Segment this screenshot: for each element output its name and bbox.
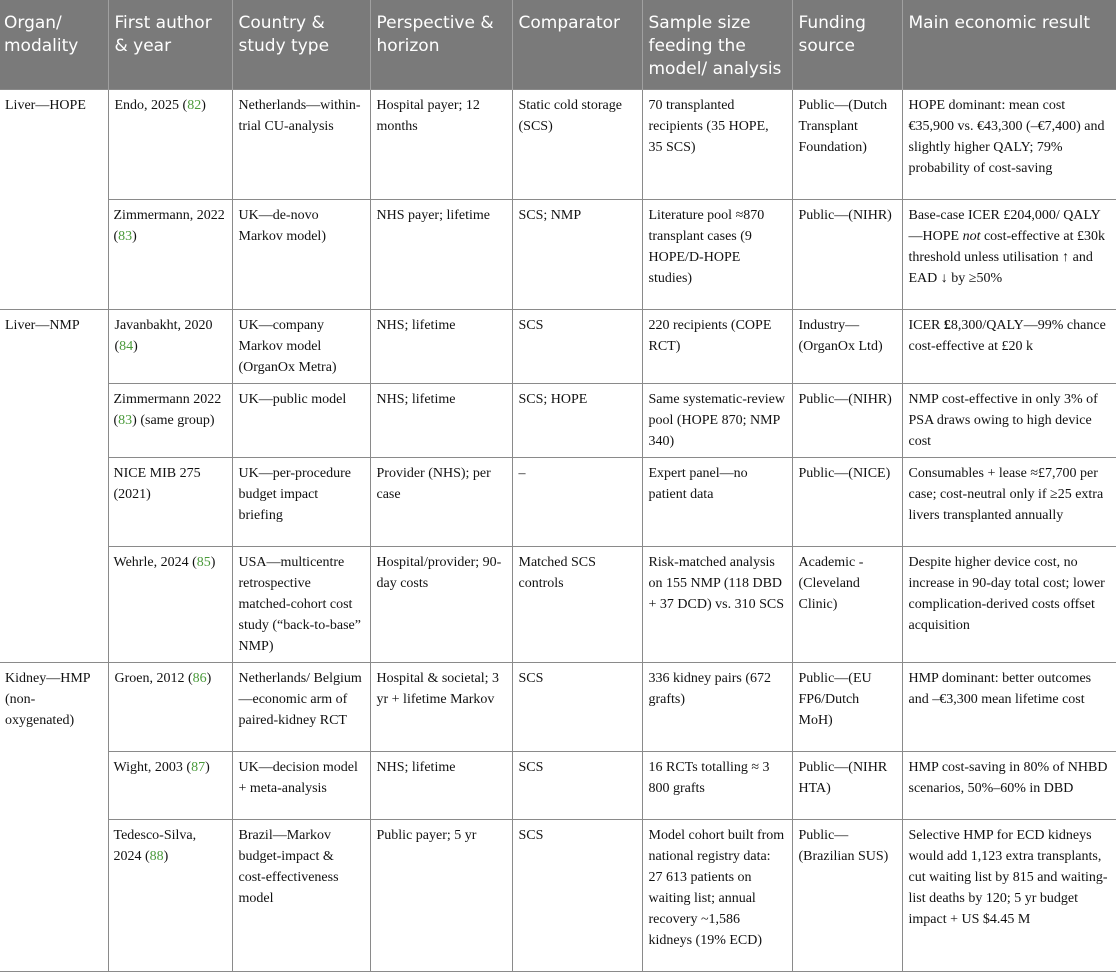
- reference-link[interactable]: 86: [192, 670, 207, 686]
- result-cell: Despite higher device cost, no increase in 90-day total cost; lower complication-derived costs offset acquisition: [902, 546, 1116, 662]
- comparator-cell: Matched SCS controls: [512, 546, 642, 662]
- header-organ-modality: Organ/ modality: [0, 0, 108, 89]
- table-row: [0, 819, 1116, 971]
- result-cell: NMP cost-effective in only 3% of PSA draws owing to high device cost: [902, 383, 1116, 457]
- country-cell: Brazil—Markov budget-impact & cost-effectiveness model: [232, 819, 370, 971]
- organ-group-liver-hope: Liver—HOPE: [0, 89, 108, 309]
- header-perspective-horizon: Perspective & horizon: [370, 0, 512, 89]
- comparator-cell: SCS; NMP: [512, 199, 642, 309]
- result-cell: HOPE dominant: mean cost €35,900 vs. €43,300 (–€7,400) and slightly higher QALY; 79% probability of cost-saving: [902, 89, 1116, 199]
- country-cell: USA—multicentre retrospective matched-cohort cost study (“back-to-base” NMP): [232, 546, 370, 662]
- author-cell: Zimmermann, 2022 (83): [108, 199, 232, 309]
- result-cell: Consumables + lease ≈£7,700 per case; cost-neutral only if ≥25 extra livers transplanted annually: [902, 457, 1116, 546]
- sample-cell: Literature pool ≈870 transplant cases (9 HOPE/D-HOPE studies): [642, 199, 792, 309]
- reference-link[interactable]: 83: [118, 412, 133, 428]
- perspective-cell: NHS payer; lifetime: [370, 199, 512, 309]
- organ-group-kidney-hmp: Kidney—HMP (non-oxygenated): [0, 662, 108, 971]
- header-country-study-type: Country & study type: [232, 0, 370, 89]
- reference-link[interactable]: 83: [118, 228, 133, 244]
- comparator-cell: –: [512, 457, 642, 546]
- funding-cell: Public—(EU FP6/Dutch MoH): [792, 662, 902, 751]
- result-cell: Selective HMP for ECD kidneys would add 1,123 extra transplants, cut waiting list by 815 and waiting-list deaths by 120; 5 yr budget impact + US $4.45 M: [902, 819, 1116, 971]
- table-body: [0, 89, 1116, 971]
- header-row: [0, 0, 1116, 89]
- header-sample-size: Sample size feeding the model/ analysis: [642, 0, 792, 89]
- header-comparator: Comparator: [512, 0, 642, 89]
- perspective-cell: Hospital payer; 12 months: [370, 89, 512, 199]
- reference-link[interactable]: 84: [119, 338, 134, 354]
- table-header: [0, 0, 1116, 89]
- comparator-cell: SCS: [512, 819, 642, 971]
- table-row: [0, 383, 1116, 457]
- perspective-cell: NHS; lifetime: [370, 383, 512, 457]
- table-row: [0, 662, 1116, 751]
- perspective-cell: Hospital/provider; 90-day costs: [370, 546, 512, 662]
- author-cell: NICE MIB 275 (2021): [108, 457, 232, 546]
- sample-cell: Same systematic-review pool (HOPE 870; NMP 340): [642, 383, 792, 457]
- reference-link[interactable]: 88: [149, 848, 164, 864]
- author-cell: Tedesco-Silva, 2024 (88): [108, 819, 232, 971]
- sample-cell: 336 kidney pairs (672 grafts): [642, 662, 792, 751]
- funding-cell: Industry—(OrganOx Ltd): [792, 309, 902, 383]
- country-cell: Netherlands—within-trial CU-analysis: [232, 89, 370, 199]
- funding-cell: Public—(NIHR HTA): [792, 751, 902, 819]
- header-first-author-year: First author & year: [108, 0, 232, 89]
- comparator-cell: SCS; HOPE: [512, 383, 642, 457]
- funding-cell: Public—(NIHR): [792, 383, 902, 457]
- country-cell: UK—company Markov model (OrganOx Metra): [232, 309, 370, 383]
- organ-group-liver-nmp: Liver—NMP: [0, 309, 108, 662]
- author-cell: Javanbakht, 2020 (84): [108, 309, 232, 383]
- author-cell: Wehrle, 2024 (85): [108, 546, 232, 662]
- table-row: [0, 199, 1116, 309]
- result-cell: Base-case ICER £204,000/ QALY—HOPE not cost-effective at £30k threshold unless utilisation ↑ and EAD ↓ by ≥50%: [902, 199, 1116, 309]
- author-cell: Groen, 2012 (86): [108, 662, 232, 751]
- country-cell: Netherlands/ Belgium—economic arm of paired-kidney RCT: [232, 662, 370, 751]
- table-row: [0, 89, 1116, 199]
- funding-cell: Public—(Dutch Transplant Foundation): [792, 89, 902, 199]
- perspective-cell: NHS; lifetime: [370, 309, 512, 383]
- reference-link[interactable]: 87: [191, 759, 206, 775]
- perspective-cell: Provider (NHS); per case: [370, 457, 512, 546]
- author-cell: Wight, 2003 (87): [108, 751, 232, 819]
- table-row: [0, 309, 1116, 383]
- reference-link[interactable]: 82: [187, 97, 202, 113]
- country-cell: UK—de-novo Markov model): [232, 199, 370, 309]
- sample-cell: 220 recipients (COPE RCT): [642, 309, 792, 383]
- result-cell: HMP cost-saving in 80% of NHBD scenarios, 50%–60% in DBD: [902, 751, 1116, 819]
- sample-cell: 70 transplanted recipients (35 HOPE, 35 SCS): [642, 89, 792, 199]
- reference-link[interactable]: 85: [196, 554, 211, 570]
- sample-cell: Model cohort built from national registry data: 27 613 patients on waiting list; annual recovery ~1,586 kidneys (19% ECD): [642, 819, 792, 971]
- comparator-cell: SCS: [512, 662, 642, 751]
- comparator-cell: Static cold storage (SCS): [512, 89, 642, 199]
- perspective-cell: Public payer; 5 yr: [370, 819, 512, 971]
- funding-cell: Public—(NICE): [792, 457, 902, 546]
- sample-cell: Expert panel—no patient data: [642, 457, 792, 546]
- funding-cell: Academic -(Cleveland Clinic): [792, 546, 902, 662]
- result-cell: HMP dominant: better outcomes and –€3,300 mean lifetime cost: [902, 662, 1116, 751]
- funding-cell: Public—(Brazilian SUS): [792, 819, 902, 971]
- table-row: [0, 457, 1116, 546]
- perspective-cell: Hospital & societal; 3 yr + lifetime Markov: [370, 662, 512, 751]
- comparator-cell: SCS: [512, 309, 642, 383]
- funding-cell: Public—(NIHR): [792, 199, 902, 309]
- sample-cell: Risk-matched analysis on 155 NMP (118 DBD + 37 DCD) vs. 310 SCS: [642, 546, 792, 662]
- sample-cell: 16 RCTs totalling ≈ 3 800 grafts: [642, 751, 792, 819]
- author-cell: Endo, 2025 (82): [108, 89, 232, 199]
- table-row: [0, 546, 1116, 662]
- header-funding-source: Funding source: [792, 0, 902, 89]
- table-row: [0, 751, 1116, 819]
- country-cell: UK—per-procedure budget impact briefing: [232, 457, 370, 546]
- result-cell: ICER £8,300/QALY—99% chance cost-effective at £20 k: [902, 309, 1116, 383]
- perspective-cell: NHS; lifetime: [370, 751, 512, 819]
- country-cell: UK—decision model + meta-analysis: [232, 751, 370, 819]
- author-cell: Zimmermann 2022 (83) (same group): [108, 383, 232, 457]
- header-main-economic-result: Main economic result: [902, 0, 1116, 89]
- comparator-cell: SCS: [512, 751, 642, 819]
- country-cell: UK—public model: [232, 383, 370, 457]
